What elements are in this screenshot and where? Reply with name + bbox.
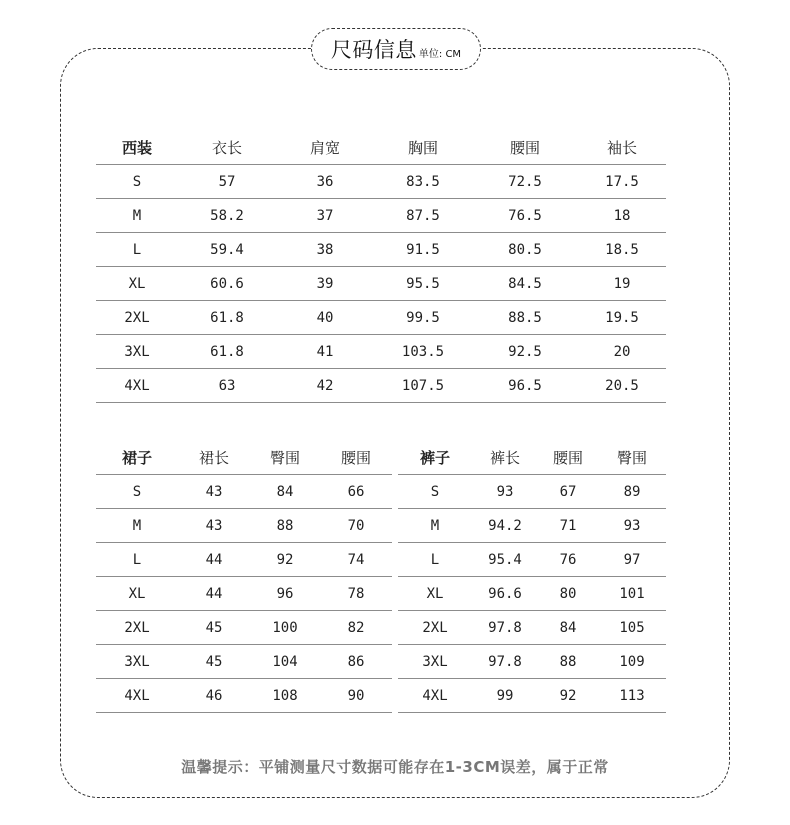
measurement-cell: 20 (578, 335, 666, 369)
size-cell: S (398, 475, 472, 509)
measurement-cell: 88.5 (472, 301, 578, 335)
measurement-cell: 92 (250, 543, 320, 577)
measurement-cell: 93 (598, 509, 666, 543)
table-row (398, 577, 666, 611)
measurement-cell: 76.5 (472, 199, 578, 233)
measurement-cell: 66 (320, 475, 392, 509)
table-row (398, 509, 666, 543)
measurement-cell: 109 (598, 645, 666, 679)
measurement-cell: 17.5 (578, 165, 666, 199)
size-cell: 2XL (96, 611, 178, 645)
table-row (96, 509, 392, 543)
measurement-cell: 100 (250, 611, 320, 645)
measurement-cell: 107.5 (374, 369, 472, 403)
table-row (96, 645, 392, 679)
column-header: 胸围 (374, 131, 472, 165)
measurement-cell: 94.2 (472, 509, 538, 543)
column-header: 臀围 (250, 441, 320, 475)
table-row (96, 335, 666, 369)
table-title-cell: 裤子 (398, 441, 472, 475)
measurement-cell: 44 (178, 577, 250, 611)
measurement-cell: 60.6 (178, 267, 276, 301)
size-cell: XL (96, 577, 178, 611)
measurement-cell: 67 (538, 475, 598, 509)
size-cell: 2XL (96, 301, 178, 335)
table-row (398, 543, 666, 577)
measurement-cell: 93 (472, 475, 538, 509)
measurement-cell: 113 (598, 679, 666, 713)
measurement-cell: 63 (178, 369, 276, 403)
size-cell: 3XL (398, 645, 472, 679)
table-row (96, 577, 392, 611)
measurement-cell: 95.4 (472, 543, 538, 577)
measurement-cell: 97 (598, 543, 666, 577)
size-cell: S (96, 475, 178, 509)
measurement-cell: 104 (250, 645, 320, 679)
measurement-cell: 59.4 (178, 233, 276, 267)
measurement-cell: 88 (538, 645, 598, 679)
size-cell: M (96, 509, 178, 543)
measurement-cell: 84 (250, 475, 320, 509)
measurement-cell: 38 (276, 233, 374, 267)
column-header: 裤长 (472, 441, 538, 475)
measurement-cell: 61.8 (178, 335, 276, 369)
measurement-cell: 45 (178, 611, 250, 645)
measurement-cell: 86 (320, 645, 392, 679)
column-header: 腰围 (538, 441, 598, 475)
measurement-cell: 87.5 (374, 199, 472, 233)
measurement-cell: 84.5 (472, 267, 578, 301)
table-header-row (96, 131, 666, 165)
table-row (398, 679, 666, 713)
suit-size-table (96, 131, 666, 403)
size-cell: 4XL (96, 679, 178, 713)
measurement-cell: 42 (276, 369, 374, 403)
measurement-cell: 97.8 (472, 645, 538, 679)
measurement-cell: 36 (276, 165, 374, 199)
measurement-cell: 99.5 (374, 301, 472, 335)
size-cell: L (96, 233, 178, 267)
unit-label: 单位: CM (418, 48, 462, 60)
size-cell: S (96, 165, 178, 199)
size-cell: M (398, 509, 472, 543)
measurement-cell: 43 (178, 509, 250, 543)
measurement-cell: 78 (320, 577, 392, 611)
measurement-cell: 19.5 (578, 301, 666, 335)
measurement-cell: 84 (538, 611, 598, 645)
measurement-cell: 74 (320, 543, 392, 577)
measurement-cell: 96 (250, 577, 320, 611)
measurement-cell: 57 (178, 165, 276, 199)
measurement-cell: 91.5 (374, 233, 472, 267)
measurement-cell: 58.2 (178, 199, 276, 233)
column-header: 衣长 (178, 131, 276, 165)
size-cell: L (96, 543, 178, 577)
page-title: 尺码信息 (330, 38, 417, 62)
measurement-cell: 40 (276, 301, 374, 335)
table-row (96, 475, 392, 509)
table-row (96, 543, 392, 577)
table-row (96, 233, 666, 267)
table-row (398, 645, 666, 679)
skirt-size-table (96, 441, 392, 713)
column-header: 袖长 (578, 131, 666, 165)
size-cell: 4XL (96, 369, 178, 403)
measurement-cell: 105 (598, 611, 666, 645)
table-row (96, 165, 666, 199)
table-row (96, 679, 392, 713)
column-header: 肩宽 (276, 131, 374, 165)
measurement-cell: 45 (178, 645, 250, 679)
measurement-cell: 71 (538, 509, 598, 543)
measurement-cell: 92 (538, 679, 598, 713)
column-header: 裙长 (178, 441, 250, 475)
measurement-cell: 72.5 (472, 165, 578, 199)
measurement-cell: 20.5 (578, 369, 666, 403)
table-row (398, 475, 666, 509)
table-row (96, 301, 666, 335)
size-cell: L (398, 543, 472, 577)
table-row (96, 199, 666, 233)
measurement-cell: 95.5 (374, 267, 472, 301)
measurement-cell: 88 (250, 509, 320, 543)
measurement-cell: 41 (276, 335, 374, 369)
column-header: 臀围 (598, 441, 666, 475)
measurement-cell: 83.5 (374, 165, 472, 199)
measurement-cell: 103.5 (374, 335, 472, 369)
measurement-cell: 96.5 (472, 369, 578, 403)
table-header-row (398, 441, 666, 475)
table-title-cell: 西装 (96, 131, 178, 165)
column-header: 腰围 (472, 131, 578, 165)
size-cell: 3XL (96, 335, 178, 369)
measurement-cell: 18 (578, 199, 666, 233)
column-header: 腰围 (320, 441, 392, 475)
table-header-row (96, 441, 392, 475)
table-row (398, 611, 666, 645)
measurement-cell: 46 (178, 679, 250, 713)
size-cell: M (96, 199, 178, 233)
pants-size-table (398, 441, 666, 713)
measurement-cell: 82 (320, 611, 392, 645)
footer-note: 温馨提示：平铺测量尺寸数据可能存在1-3CM误差，属于正常 (181, 758, 609, 776)
table-row (96, 267, 666, 301)
measurement-cell: 44 (178, 543, 250, 577)
measurement-cell: 80.5 (472, 233, 578, 267)
title-pill (311, 28, 481, 70)
measurement-cell: 19 (578, 267, 666, 301)
table-row (96, 611, 392, 645)
measurement-cell: 99 (472, 679, 538, 713)
measurement-cell: 108 (250, 679, 320, 713)
measurement-cell: 18.5 (578, 233, 666, 267)
measurement-cell: 76 (538, 543, 598, 577)
measurement-cell: 80 (538, 577, 598, 611)
size-cell: 2XL (398, 611, 472, 645)
measurement-cell: 43 (178, 475, 250, 509)
size-cell: XL (96, 267, 178, 301)
measurement-cell: 92.5 (472, 335, 578, 369)
measurement-cell: 90 (320, 679, 392, 713)
measurement-cell: 61.8 (178, 301, 276, 335)
measurement-cell: 37 (276, 199, 374, 233)
measurement-cell: 89 (598, 475, 666, 509)
table-title-cell: 裙子 (96, 441, 178, 475)
measurement-cell: 101 (598, 577, 666, 611)
size-cell: 3XL (96, 645, 178, 679)
table-row (96, 369, 666, 403)
size-cell: XL (398, 577, 472, 611)
measurement-cell: 97.8 (472, 611, 538, 645)
measurement-cell: 96.6 (472, 577, 538, 611)
measurement-cell: 39 (276, 267, 374, 301)
size-cell: 4XL (398, 679, 472, 713)
measurement-cell: 70 (320, 509, 392, 543)
